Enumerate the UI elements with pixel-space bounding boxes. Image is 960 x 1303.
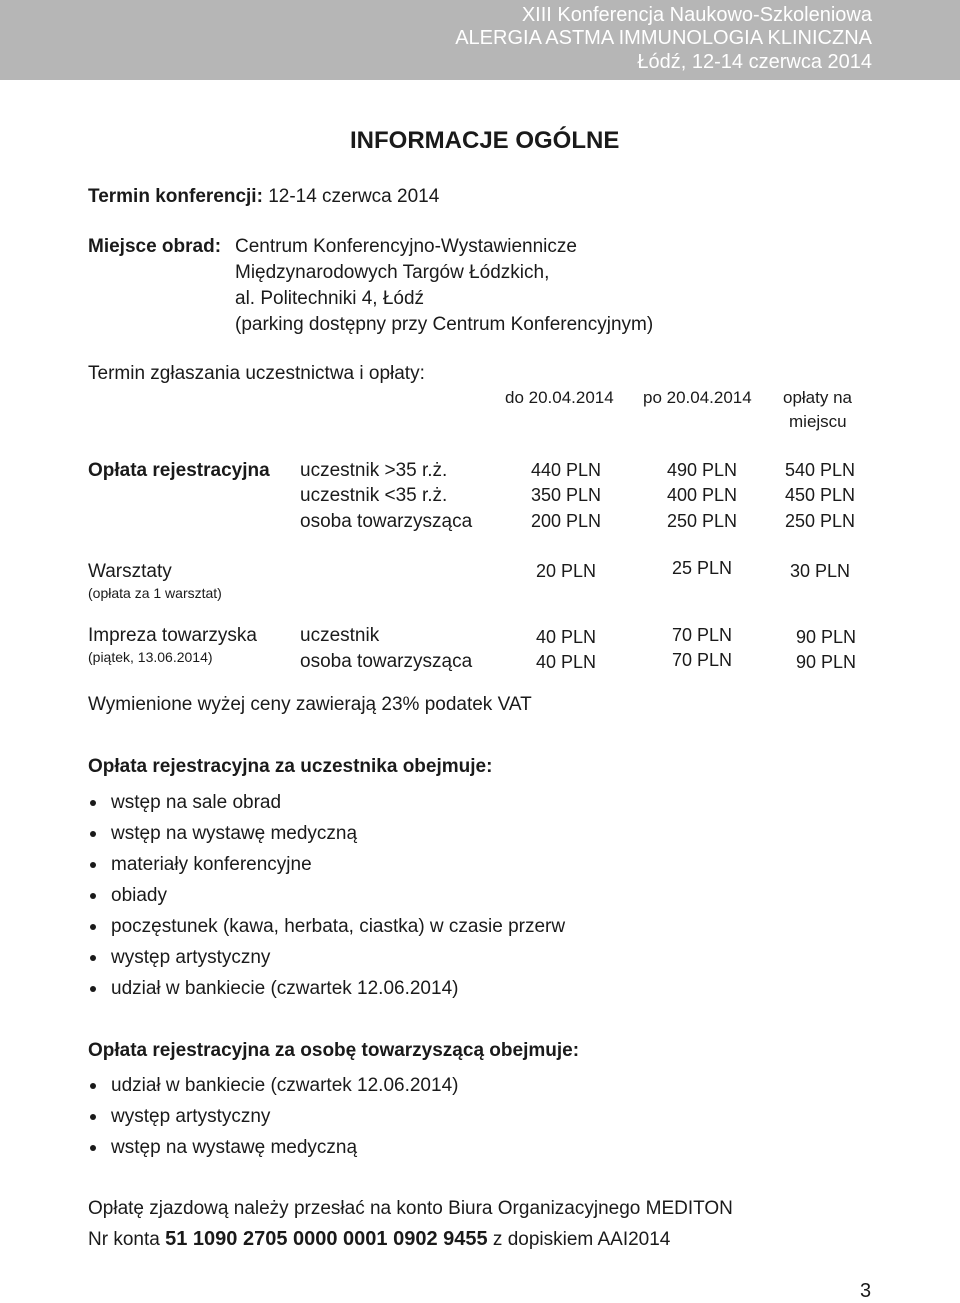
list-item-text: wstęp na wystawę medyczną [111, 1137, 358, 1158]
bullet-icon [90, 924, 96, 930]
towarzysz-heading: Opłata rejestracyjna za osobę towarzyszącą obejmuje: [88, 1040, 580, 1061]
bullet-icon [90, 800, 96, 806]
account-line [88, 1228, 670, 1251]
price-cell: 70 PLN [671, 650, 733, 670]
price-cell: 250 PLN [666, 511, 738, 531]
account-suffix: z dopiskiem AAI2014 [492, 1229, 671, 1250]
list-item-text: materiały konferencyjne [111, 854, 312, 875]
fee-row-who: osoba towarzysząca [300, 511, 473, 532]
miejsce-line: Centrum Konferencyjno-Wystawiennicze [235, 236, 577, 257]
price-cell: 490 PLN [666, 460, 738, 480]
conference-name: XIII Konferencja Naukowo-Szkoleniowa [521, 4, 872, 26]
column-header-late: po 20.04.2014 [643, 388, 752, 407]
fee-rejestracyjna-label: Opłata rejestracyjna [88, 460, 270, 481]
price-cell: 90 PLN [795, 627, 857, 647]
list-item [88, 818, 565, 849]
list-item-text: wstęp na sale obrad [111, 792, 282, 813]
account-prefix: Nr konta [88, 1229, 160, 1250]
price-cell: 30 PLN [789, 561, 851, 581]
price-cell: 250 PLN [784, 511, 856, 531]
bullet-icon [90, 893, 96, 899]
list-item [88, 1070, 458, 1101]
price-cell: 450 PLN [784, 485, 856, 505]
miejsce-line: Międzynarodowych Targów Łódzkich, [235, 262, 550, 283]
fee-row-who: osoba towarzysząca [300, 651, 473, 672]
page-number: 3 [860, 1280, 872, 1302]
bullet-icon [90, 1114, 96, 1120]
fee-row-who: uczestnik <35 r.ż. [300, 485, 448, 506]
bullet-icon [90, 1083, 96, 1089]
fee-row-who: uczestnik [300, 625, 380, 646]
bullet-icon [90, 955, 96, 961]
vat-note: Wymienione wyżej ceny zawierają 23% podatek VAT [88, 694, 532, 715]
price-cell: 440 PLN [530, 460, 602, 480]
uczestnik-heading: Opłata rejestracyjna za uczestnika obejmuje: [88, 756, 493, 777]
list-item [88, 911, 565, 942]
page-title: INFORMACJE OGÓLNE [350, 127, 620, 154]
bullet-icon [90, 831, 96, 837]
list-item [88, 973, 565, 1004]
list-item-text: udział w bankiecie (czwartek 12.06.2014) [111, 1075, 459, 1096]
list-item-text: obiady [111, 885, 167, 906]
payment-instructions: Opłatę zjazdową należy przesłać na konto Biura Organizacyjnego MEDITON [88, 1198, 733, 1219]
list-item-text: występ artystyczny [111, 1106, 271, 1127]
miejsce-line: (parking dostępny przy Centrum Konferencyjnym) [235, 314, 654, 335]
termin-row [88, 186, 439, 208]
miejsce-line: al. Politechniki 4, Łódź [235, 288, 425, 309]
column-header-early: do 20.04.2014 [505, 388, 614, 407]
fee-impreza-note: (piątek, 13.06.2014) [88, 649, 213, 665]
bullet-icon [90, 1145, 96, 1151]
bullet-icon [90, 862, 96, 868]
list-item [88, 849, 565, 880]
list-item [88, 1132, 458, 1163]
uczestnik-list [88, 787, 565, 1004]
price-cell: 200 PLN [530, 511, 602, 531]
list-item [88, 880, 565, 911]
termin-value: 12-14 czerwca 2014 [268, 186, 440, 207]
fee-row-who: uczestnik >35 r.ż. [300, 460, 448, 481]
conference-date-place: Łódź, 12-14 czerwca 2014 [637, 51, 872, 73]
fee-warsztaty-label: Warsztaty [88, 561, 172, 582]
column-header-onsite-2: miejscu [789, 412, 847, 431]
conference-subtitle: ALERGIA ASTMA IMMUNOLOGIA KLINICZNA [455, 27, 872, 49]
fee-warsztaty-note: (opłata za 1 warsztat) [88, 585, 222, 601]
list-item [88, 787, 565, 818]
bullet-icon [90, 986, 96, 992]
zgloszenia-heading: Termin zgłaszania uczestnictwa i opłaty: [88, 363, 425, 384]
account-number: 51 1090 2705 0000 0001 0902 9455 [165, 1228, 488, 1250]
list-item-text: występ artystyczny [111, 947, 271, 968]
list-item [88, 942, 565, 973]
list-item-text: wstęp na wystawę medyczną [111, 823, 358, 844]
termin-label: Termin konferencji: [88, 186, 263, 207]
towarzysz-list [88, 1070, 458, 1163]
price-cell: 350 PLN [530, 485, 602, 505]
list-item [88, 1101, 458, 1132]
miejsce-label: Miejsce obrad: [88, 236, 222, 257]
list-item-text: poczęstunek (kawa, herbata, ciastka) w czasie przerw [111, 916, 566, 937]
price-cell: 90 PLN [795, 652, 857, 672]
list-item-text: udział w bankiecie (czwartek 12.06.2014) [111, 978, 459, 999]
price-cell: 40 PLN [535, 652, 597, 672]
price-cell: 70 PLN [671, 625, 733, 645]
price-cell: 20 PLN [535, 561, 597, 581]
price-cell: 400 PLN [666, 485, 738, 505]
column-header-onsite: opłaty na [783, 388, 852, 407]
price-cell: 25 PLN [671, 558, 733, 578]
fee-impreza-label: Impreza towarzyska [88, 625, 257, 646]
price-cell: 540 PLN [784, 460, 856, 480]
price-cell: 40 PLN [535, 627, 597, 647]
